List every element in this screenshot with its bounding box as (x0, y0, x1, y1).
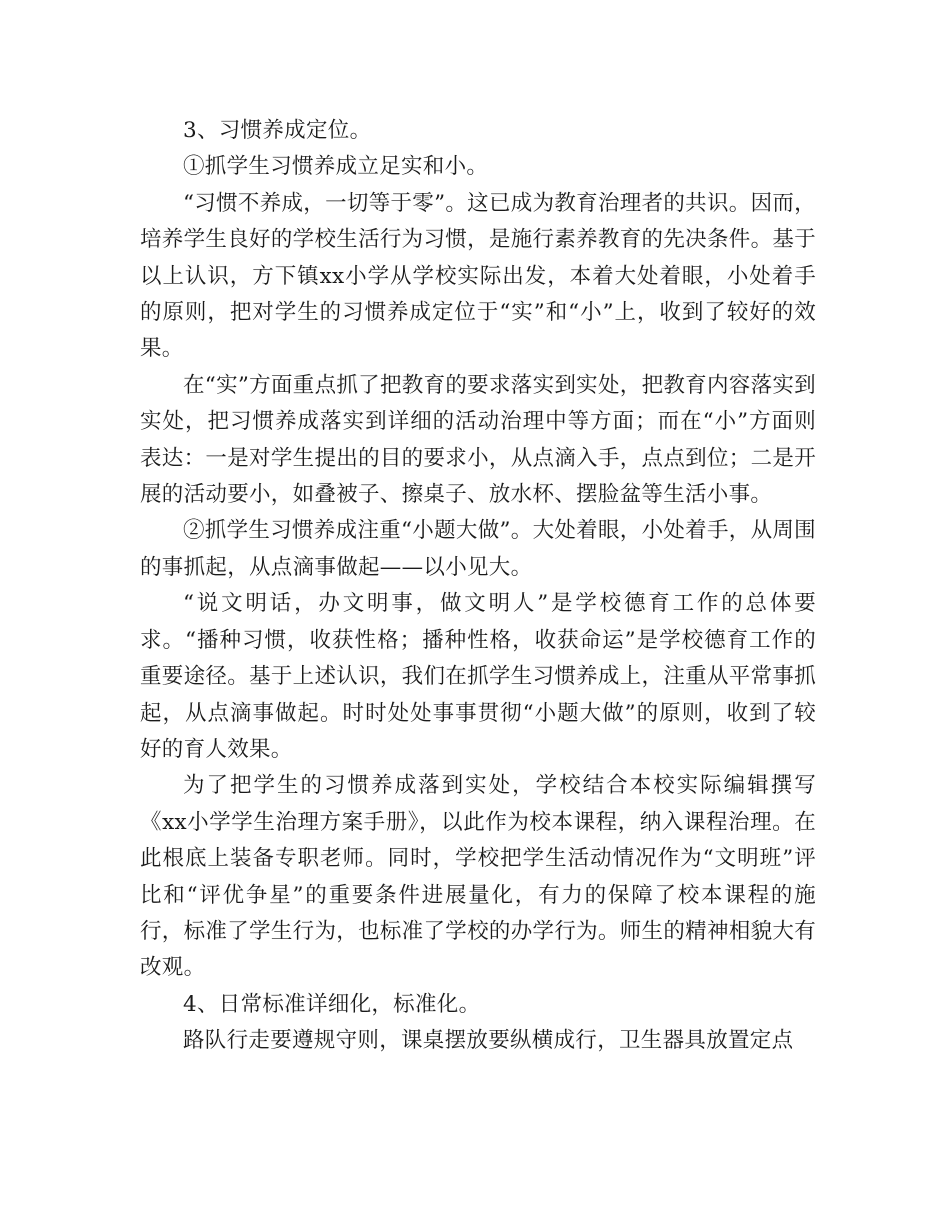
item-1-heading: ①抓学生习惯养成立足实和小。 (183, 154, 489, 180)
paragraph-shi-and-xiao: 在“实”方面重点抓了把教育的要求落实到实处，把教育内容落实到实处，把习惯养成落实到详细的活动治理中等方面；而在“小”方面则表达：一是对学生提出的目的要求小，从点滴入手，点点到位；二是开展的活动要小，如叠被子、擦桌子、放水杯、摆脸盆等生活小事。 (140, 372, 816, 508)
paragraph-daily-standards: 路队行走要遵规守则，课桌摆放要纵横成行，卫生器具放置定点 (183, 1028, 794, 1054)
section-4-heading: 4、日常标准详细化，标准化。 (183, 991, 481, 1017)
paragraph-moral-education: “说文明话，办文明事，做文明人”是学校德育工作的总体要求。“播种习惯，收获性格；播种性格，收获命运”是学校德育工作的重要途径。基于上述认识，我们在抓学生习惯养成上，注重从平常事抓起，从点滴事做起。时时处处事事贯彻“小题大做”的原则，收到了较好的育人效果。 (140, 591, 816, 762)
document-body (140, 113, 816, 1060)
paragraph-school-handbook: 为了把学生的习惯养成落到实处，学校结合本校实际编辑撰写《xx小学学生治理方案手册》，以此作为校本课程，纳入课程治理。在此根底上装备专职老师。同时，学校把学生活动情况作为“文明班”评比和“评优争星”的重要条件进展量化，有力的保障了校本课程的施行，标准了学生行为，也标准了学校的办学行为。师生的精神相貌大有改观。 (140, 773, 816, 981)
item-2-heading: ②抓学生习惯养成注重“小题大做”。大处着眼，小处着手，从周围的事抓起，从点滴事做起——以小见大。 (140, 518, 816, 580)
paragraph-habit-consensus: “习惯不养成，一切等于零”。这已成为教育治理者的共识。因而，培养学生良好的学校生活行为习惯，是施行素养教育的先决条件。基于以上认识，方下镇xx小学从学校实际出发，本着大处着眼，小处着手的原则，把对学生的习惯养成定位于“实”和“小”上，收到了较好的效果。 (140, 190, 816, 362)
section-3-heading: 3、习惯养成定位。 (183, 118, 372, 143)
